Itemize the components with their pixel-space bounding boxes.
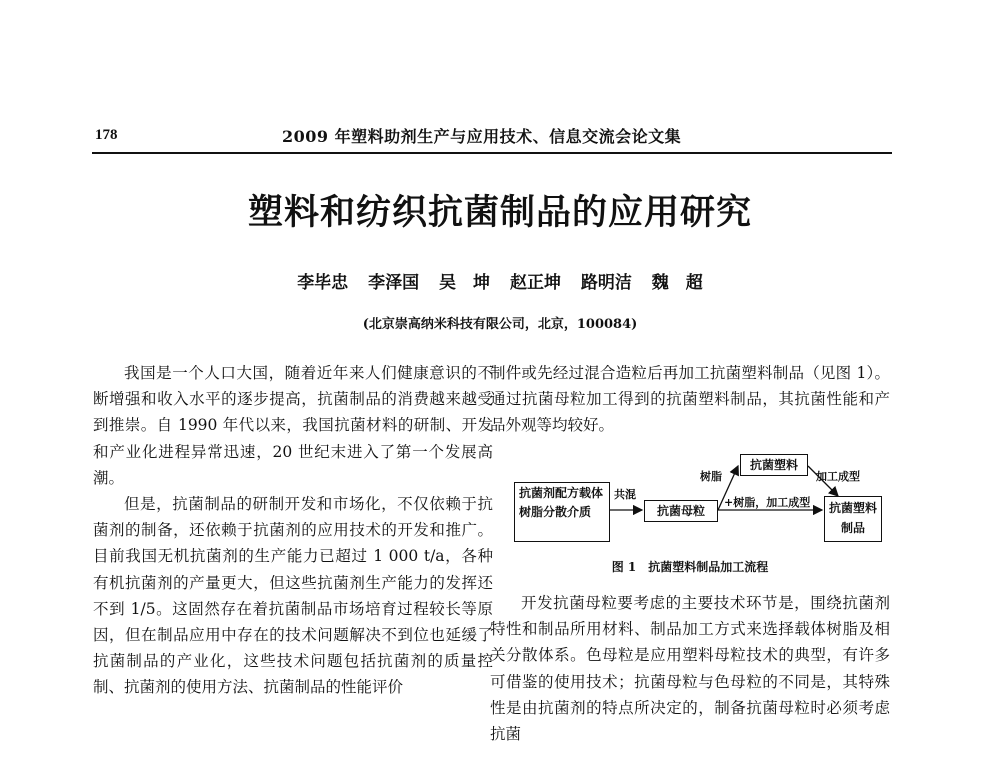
left-column — [93, 360, 493, 701]
box-plastic-label: 抗菌塑料 — [749, 458, 798, 472]
author-name: 李毕忠 — [297, 273, 349, 293]
author-name: 吴 坤 — [439, 273, 491, 293]
header-rule — [92, 152, 892, 154]
page-number: 178 — [95, 127, 118, 143]
figure-flowchart — [510, 452, 890, 572]
label-resin-process: +树脂，加工成型 — [724, 496, 811, 509]
paragraph: 但是，抗菌制品的研制开发和市场化，不仅依赖于抗菌剂的制备，还依赖于抗菌剂的应用技术的开发和推广。目前我国无机抗菌剂的生产能力已超过 1 000 t/a，各种有机抗菌剂的产量更大，但这些抗菌剂生产能力的发挥还不到 1/5。这固然存在着抗菌制品市场培育过程较长等原因，但在制品应用中存在的技术问题解决不到位也延缓了抗菌制品的产业化，这些技术问题包括抗菌剂的质量控制、抗菌剂的使用方法、抗菌制品的性能评价 — [93, 495, 493, 697]
paragraph: 制件或先经过混合造粒后再加工抗菌塑料制品（见图 1）。通过抗菌母粒加工得到的抗菌塑料制品，其抗菌性能和产品外观等均较好。 — [490, 364, 890, 435]
paragraph: 我国是一个人口大国，随着近年来人们健康意识的不断增强和收入水平的逐步提高，抗菌制品的消费越来越受到推崇。自 1990 年代以来，我国抗菌材料的研制、开发和产业化进程异常迅速，20 世纪末进入了第一个发展高潮。 — [93, 364, 493, 487]
author-list — [0, 268, 1000, 293]
label-mix: 共混 — [614, 488, 636, 501]
article-title: 塑料和纺织抗菌制品的应用研究 — [247, 192, 752, 233]
right-column-lower — [490, 590, 890, 747]
label-resin: 树脂 — [700, 470, 722, 483]
box-product — [824, 496, 882, 542]
running-title: 2009 年塑料助剂生产与应用技术、信息交流会论文集 — [282, 127, 682, 146]
box-product-label: 抗菌塑料制品 — [829, 501, 878, 535]
paragraph: 开发抗菌母粒要考虑的主要技术环节是，围绕抗菌剂特性和制品所用材料、制品加工方式来选择载体树脂及相关分散体系。色母粒是应用塑料母粒技术的典型，有许多可借鉴的使用技术；抗菌母粒与色母粒的不同是，其特殊性是由抗菌剂的特点所决定的，制备抗菌母粒时必须考虑抗菌 — [490, 594, 890, 744]
affiliation: (北京崇高纳米科技有限公司，北京，100084) — [362, 317, 638, 332]
author-name: 赵正坤 — [509, 273, 561, 293]
author-name: 魏 超 — [651, 273, 703, 293]
label-process-top: 加工成型 — [816, 470, 860, 483]
figure-caption: 图 1 抗菌塑料制品加工流程 — [611, 560, 769, 574]
box-masterbatch-label: 抗菌母粒 — [656, 504, 705, 518]
box-plastic — [740, 454, 808, 476]
box-formula-label: 抗菌剂配方载体树脂分散介质 — [519, 486, 604, 519]
author-name: 路明洁 — [580, 273, 632, 293]
right-column — [490, 360, 890, 439]
box-masterbatch — [644, 500, 718, 522]
box-formula — [514, 482, 610, 542]
author-name: 李泽国 — [368, 273, 420, 293]
